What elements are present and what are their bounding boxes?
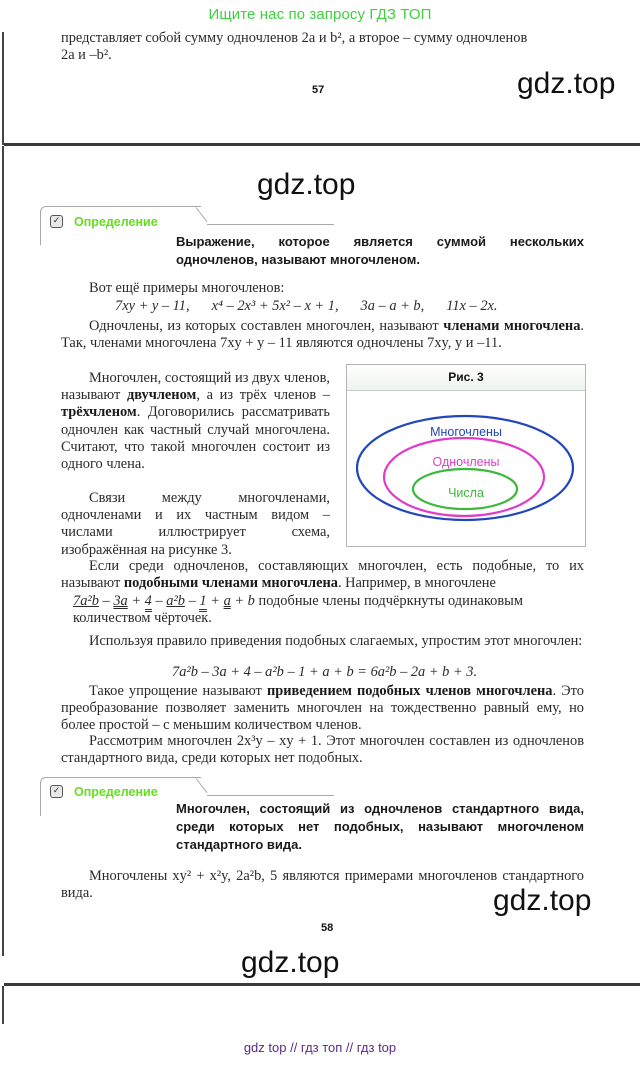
simplify-formula: 7a²b – 3a + 4 – a²b – 1 + a + b = 6a²b – 2a + b + 3. (172, 664, 478, 680)
watermark: gdz.top (493, 884, 592, 917)
page57-line2: 2a и –b². (61, 47, 112, 63)
definition-label: Определение (74, 785, 158, 799)
watermark: gdz.top (257, 168, 356, 201)
paragraph-simplify-intro: Используя правило приведения подобных слагаемых, упростим этот многочлен: (89, 633, 583, 649)
term-underline-2: 3a (113, 593, 128, 609)
definition-tab-line (207, 795, 334, 796)
term-similar: подобными членами многочлена (123, 575, 338, 592)
page-number-57: 57 (312, 84, 325, 96)
example-item: 3a – a + b, (360, 298, 425, 314)
venn-diagram (347, 391, 585, 546)
math-expression (73, 593, 259, 612)
text: . Договорились рассматривать одночлен как частный случай многочлена. Считают, что такой многочлен состоит из одного члена. (61, 404, 330, 473)
label-monomials: Одночлены (432, 455, 500, 469)
term-binomial: двучленом (126, 387, 197, 404)
op: – (155, 593, 163, 609)
paragraph-relations: Связи между многочленами, одночленами и их частным видом – числами иллюстрирует схема, изображённая на рисунке 3. (61, 490, 330, 558)
paragraph-consider: Рассмотрим многочлен 2x³y – xy + 1. Этот многочлен составлен из одночленов стандартного вида, среди которых нет подобных. (61, 733, 584, 767)
definition-tab-line (207, 224, 334, 225)
definition-text: Многочлен, состоящий из одночленов стандартного вида, среди которых нет подобных, называют многочленом стандартного вида. (176, 801, 584, 852)
footer-links[interactable]: gdz top // гдз топ // гдз top (243, 1040, 397, 1055)
term-underline-3: 1 (199, 593, 206, 612)
example-item: x⁴ – 2x³ + 5x² – x + 1, (211, 298, 339, 314)
page-number-58: 58 (321, 922, 334, 934)
paragraph-reduction (61, 683, 584, 735)
op: + (131, 593, 142, 609)
text: Если среди одночленов, составляющих многочлен, есть подобные, то их называют (61, 558, 584, 592)
watermark: gdz.top (241, 946, 340, 979)
text: . Это преобразование позволяет заменить многочлен на тождественно равный ему, но более простой – с меньшим количеством членов. (61, 683, 584, 734)
text: . Например, в многочлене (337, 575, 496, 592)
term-reduction: приведением подобных членов многочлена (266, 683, 553, 699)
paragraph-similar-terms (61, 558, 584, 592)
term-underline-1: a²b (166, 593, 185, 609)
text: Одночлены, из которых составлен многочлен, называют (89, 318, 444, 334)
paragraph-binomial (61, 370, 330, 473)
definition-text: Выражение, которое является суммой нескольких одночленов, называют многочленом. (176, 234, 584, 267)
checkbox-icon: ✓ (50, 785, 63, 798)
example-item: 11x – 2x. (446, 298, 498, 314)
page57-line1: представляет собой сумму одночленов 2a и b², а второе – сумму одночленов (61, 30, 528, 46)
page-separator (4, 983, 640, 986)
search-banner[interactable]: Ищите нас по запросу ГДЗ ТОП (208, 6, 432, 23)
term-underline-2: a (223, 593, 231, 609)
page-frame-left (2, 32, 4, 145)
figure-3 (346, 364, 586, 547)
term-underline-3: 4 (145, 593, 152, 612)
op: – (188, 593, 196, 609)
op: – (102, 593, 110, 609)
page-frame-left (2, 986, 4, 1024)
text: Такое упрощение называют (89, 683, 267, 699)
text: . Так, членами многочлена 7xy + y – 11 являются одночлены 7xy, y и –11. (61, 318, 585, 352)
term-trinomial: трёхчленом (61, 404, 137, 421)
examples-list (115, 298, 585, 315)
watermark: gdz.top (517, 67, 616, 100)
figure-title: Рис. 3 (347, 365, 585, 391)
page-frame-left (2, 146, 4, 956)
definition-label: Определение (74, 215, 158, 229)
text: Многочлен, состоящий из двух членов, называют (61, 370, 330, 404)
text: , а из трёх членов – (196, 387, 330, 404)
label-polynomials: Многочлены (430, 425, 502, 439)
label-numbers: Числа (448, 486, 484, 500)
page-separator (4, 143, 640, 146)
op: + (210, 593, 220, 609)
underlined-expression-line (73, 593, 585, 627)
term-underline-1: 7a²b (73, 593, 99, 609)
checkbox-icon: ✓ (50, 215, 63, 228)
op: + b (234, 593, 255, 609)
ellipse-monomials (384, 438, 544, 516)
term-members: членами многочлена (443, 318, 581, 334)
examples-intro: Вот ещё примеры многочленов: (89, 280, 285, 296)
example-item: 7xy + y – 11, (115, 298, 190, 314)
paragraph-members (61, 318, 584, 352)
text: подобные члены подчёркнуты одинаковым количеством чёрточек. (73, 593, 523, 627)
paragraph-standard-examples: Многочлены xy² + x²y, 2a²b, 5 являются примерами многочленов стандартного вида. (61, 868, 584, 902)
